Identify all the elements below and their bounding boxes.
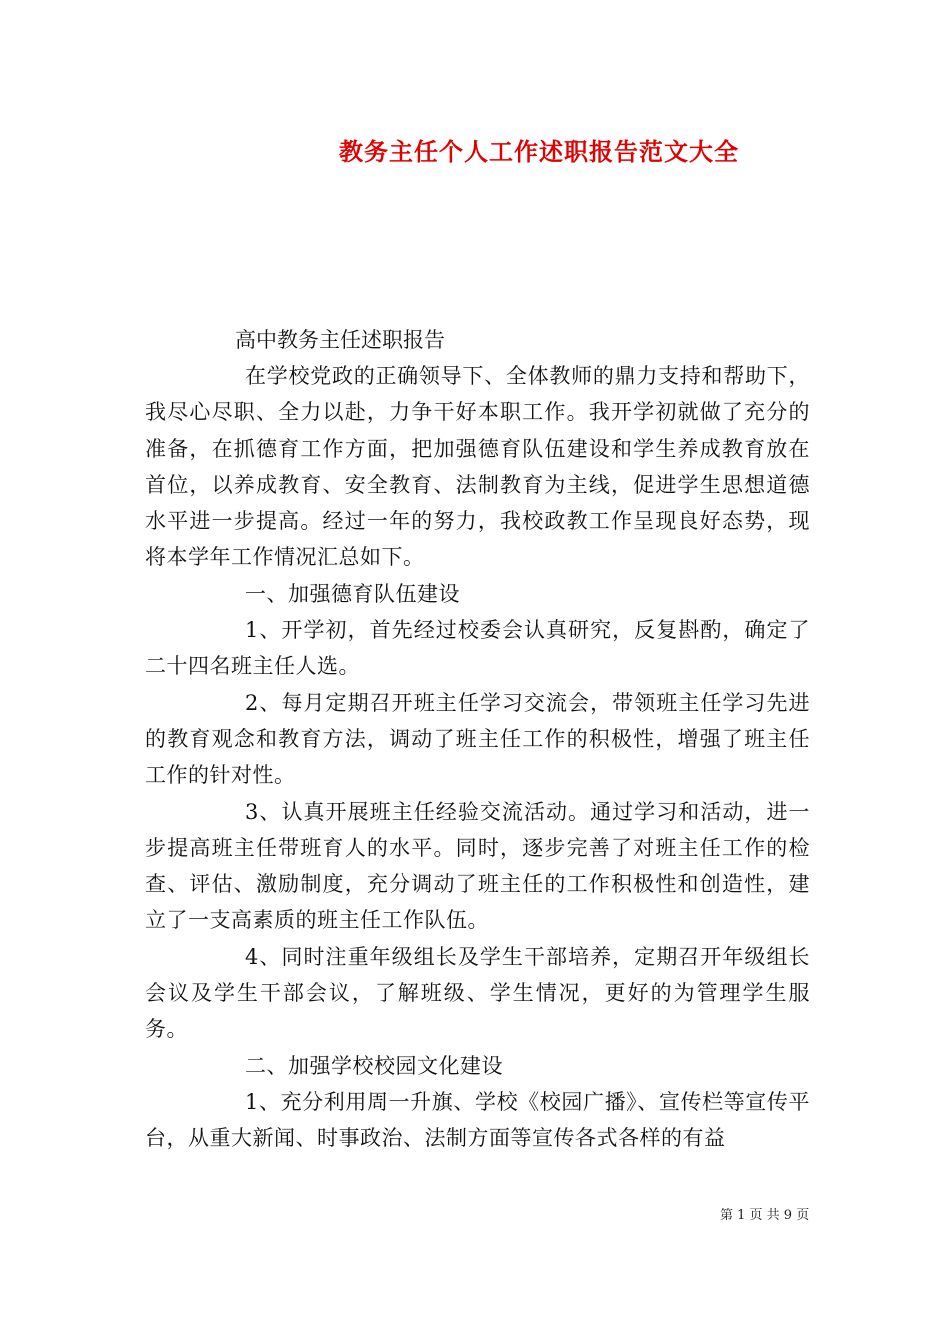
list-item: 1、充分利用周一升旗、学校《校园广播》、宣传栏等宣传平台，从重大新闻、时事政治、法制方面等宣传各式各样的有益 (145, 1089, 810, 1151)
section-heading: 二、加强学校校园文化建设 (245, 1053, 503, 1078)
document-body (145, 322, 810, 1157)
page-number: 第 1 页 共 9 页 (720, 1208, 810, 1223)
body-paragraph: 在学校党政的正确领导下、全体教师的鼎力支持和帮助下，我尽心尽职、全力以赴，力争干好本职工作。我开学初就做了充分的准备，在抓德育工作方面，把加强德育队伍建设和学生养成教育放在首位，以养成教育、安全教育、法制教育为主线，促进学生思想道德水平进一步提高。经过一年的努力，我校政教工作呈现良好态势，现将本学年工作情况汇总如下。 (145, 364, 810, 570)
section-heading: 一、加强德育队伍建设 (245, 581, 460, 606)
list-item: 3、认真开展班主任经验交流活动。通过学习和活动，进一步提高班主任带班育人的水平。同时，逐步完善了对班主任工作的检查、评估、激励制度，充分调动了班主任的工作积极性和创造性，建立了一支高素质的班主任工作队伍。 (145, 799, 810, 933)
list-item: 1、开学初，首先经过校委会认真研究，反复斟酌，确定了二十四名班主任人选。 (145, 618, 810, 679)
list-item: 2、每月定期召开班主任学习交流会，带领班主任学习先进的教育观念和教育方法，调动了班主任工作的积极性，增强了班主任工作的针对性。 (145, 690, 810, 788)
document-subtitle: 高中教务主任述职报告 (235, 328, 445, 352)
list-item: 4、同时注重年级组长及学生干部培养，定期召开年级组长会议及学生干部会议，了解班级、学生情况，更好的为管理学生服务。 (145, 944, 810, 1042)
document-title: 教务主任个人工作述职报告范文大全 (339, 137, 739, 166)
